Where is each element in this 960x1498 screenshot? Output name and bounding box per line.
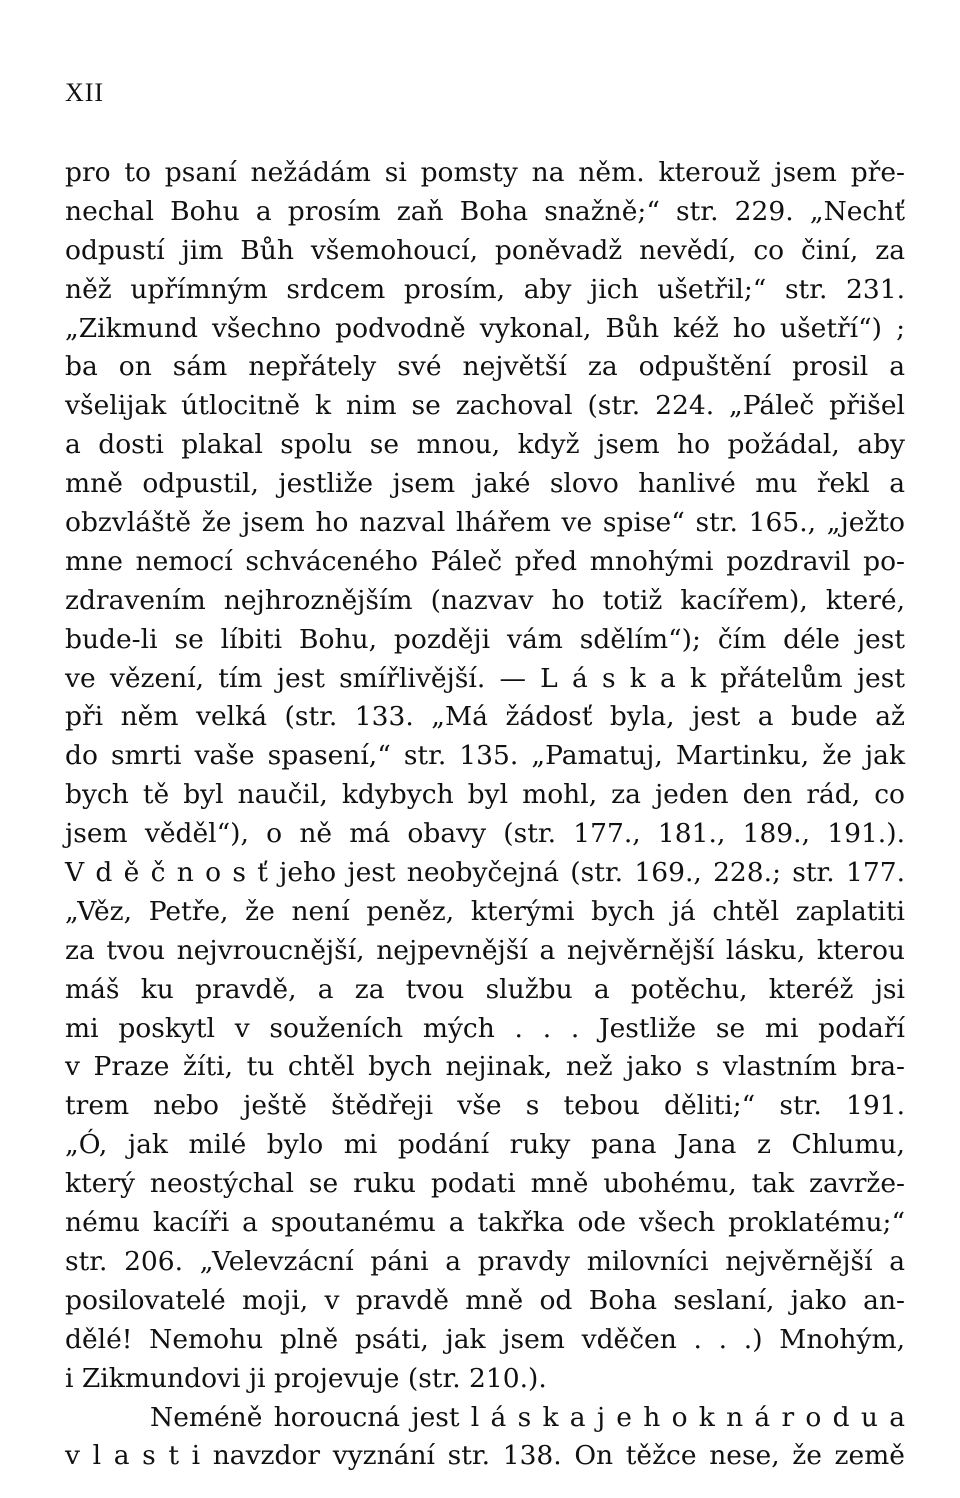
- text-line: mi poskytl v souženích mých . . . Jestliže se mi podaří: [65, 1012, 905, 1044]
- text-line: pro to psaní nežádám si pomsty na něm. kterouž jsem pře-: [65, 157, 905, 188]
- text-line: který neostýchal se ruku podati mně ubohému, tak zavrže-: [65, 1168, 905, 1200]
- text-line: jsem věděl“), o ně má obavy (str. 177., 181., 189., 191.).: [65, 818, 905, 850]
- text-line: „Ó, jak milé bylo mi podání ruky pana Jana z Chlumu,: [65, 1129, 905, 1161]
- text-line: v l a s t i navzdor vyznání str. 138. On těžce nese, že země: [65, 1440, 905, 1472]
- text-line: nechal Bohu a prosím zaň Boha snažně;“ str. 229. „Nechť: [65, 195, 905, 227]
- text-line: něž upřímným srdcem prosím, aby jich ušetřil;“ str. 231.: [65, 273, 905, 305]
- text-line: „Věz, Petře, že není peněz, kterými bych já chtěl zaplatiti: [65, 895, 905, 927]
- text-line: odpustí jim Bůh všemohoucí, poněvadž nevědí, co činí, za: [65, 234, 905, 266]
- text-line: mne nemocí schváceného Páleč před mnohými pozdravil po-: [65, 545, 905, 577]
- text-line: posilovatelé moji, v pravdě mně od Boha seslaní, jako an-: [65, 1284, 905, 1316]
- page-number: XII: [65, 78, 105, 107]
- text-line: bych tě byl naučil, kdybych byl mohl, za jeden den rád, co: [65, 779, 905, 811]
- text-line: obzvláště že jsem ho nazval lhářem ve spise“ str. 165., „ježto: [65, 507, 905, 539]
- text-line: ve vězení, tím jest smířlivější. — L á s k a k přátelům jest: [65, 662, 905, 694]
- text-line: při něm velká (str. 133. „Má žádosť byla, jest a bude až: [65, 701, 905, 733]
- text-line: a dosti plakal spolu se mnou, když jsem ho požádal, aby: [65, 429, 905, 461]
- text-line: dělé! Nemohu plně psáti, jak jsem vděčen . . .) Mnohým,: [65, 1323, 905, 1355]
- text-line: nému kacíři a spoutanému a takřka ode všech proklatému;“: [65, 1207, 905, 1239]
- text-line: všelijak útlocitně k nim se zachoval (str. 224. „Páleč přišel: [65, 390, 905, 422]
- text-line: V d ě č n o s ť jeho jest neobyčejná (str. 169., 228.; str. 177.: [65, 857, 905, 889]
- body-text: [65, 154, 905, 1476]
- text-line: str. 206. „Velevzácní páni a pravdy milovníci nejvěrnější a: [65, 1245, 905, 1277]
- text-line: i Zikmundovi ji projevuje (str. 210.).: [65, 1362, 547, 1394]
- text-line: máš ku pravdě, a za tvou službu a potěchu, kteréž jsi: [65, 973, 905, 1005]
- text-line: „Zikmund všechno podvodně vykonal, Bůh kéž ho ušetří“) ;: [65, 312, 905, 344]
- text-line: ba on sám nepřátely své největší za odpuštění prosil a: [65, 351, 905, 383]
- text-line: zdravením nejhroznějším (nazvav ho totiž kacířem), které,: [65, 584, 905, 616]
- text-line: bude-li se líbiti Bohu, později vám sdělím“); čím déle jest: [65, 623, 905, 655]
- text-line: v Praze žíti, tu chtěl bych nejinak, než jako s vlastním bra-: [65, 1051, 905, 1083]
- text-line: mně odpustil, jestliže jsem jaké slovo hanlivé mu řekl a: [65, 468, 905, 500]
- paragraph-start-line: Neméně horoucná jest l á s k a j e h o k n á r o d u a: [150, 1401, 905, 1433]
- text-line: trem nebo ještě štědřeji vše s tebou děliti;“ str. 191.: [65, 1090, 905, 1122]
- text-line: za tvou nejvroucnější, nejpevnější a nejvěrnější lásku, kterou: [65, 934, 905, 966]
- text-line: do smrti vaše spasení,“ str. 135. „Pamatuj, Martinku, že jak: [65, 740, 905, 772]
